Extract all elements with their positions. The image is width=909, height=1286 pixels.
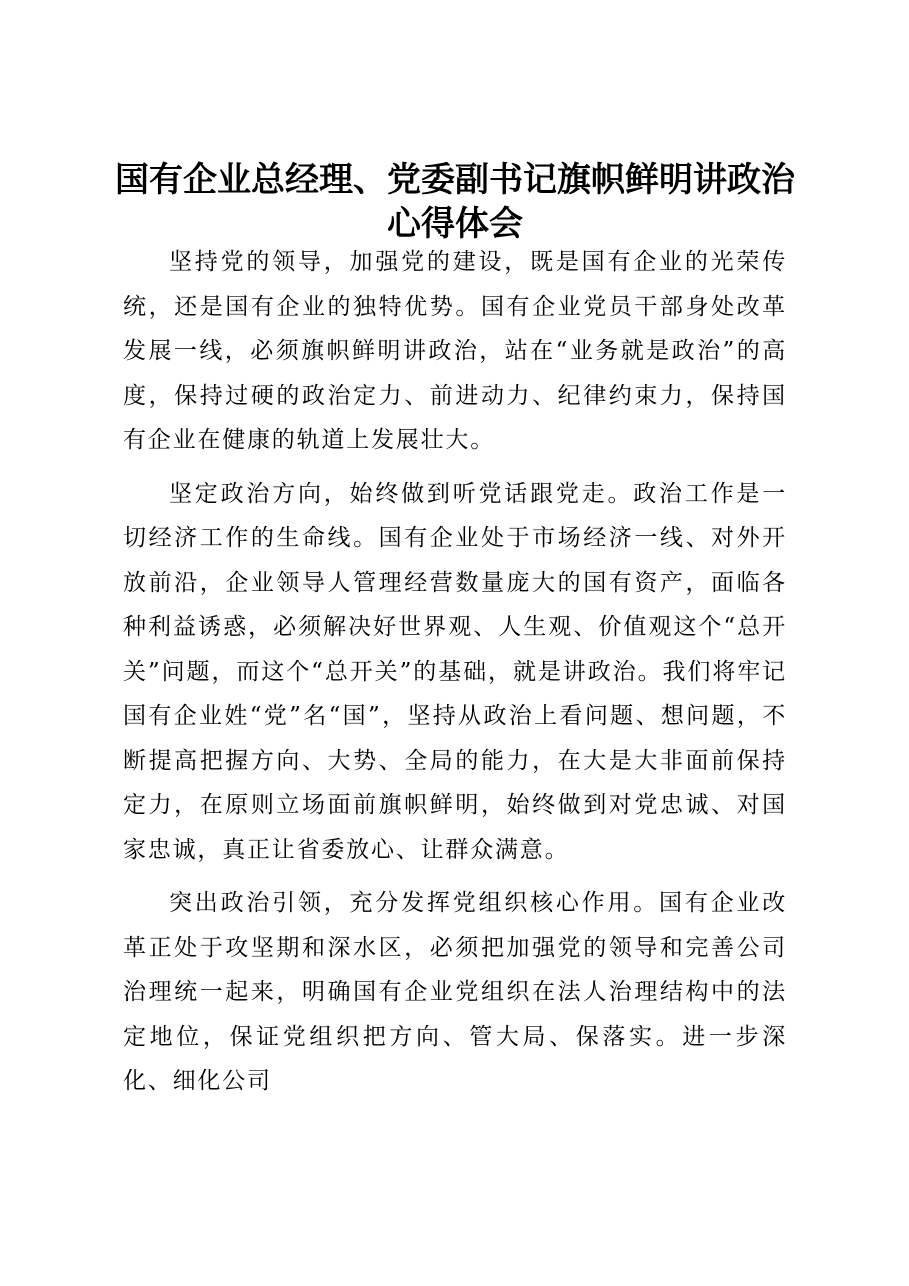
paragraph: 突出政治引领，充分发挥党组织核心作用。国有企业改革正处于攻坚期和深水区，必须把加强党的领导和完善公司治理统一起来，明确国有企业党组织在法人治理结构中的法定地位，保证党组织把方向、管大局、保落实。进一步深化、细化公司: [123, 890, 787, 1094]
paragraph: 坚持党的领导，加强党的建设，既是国有企业的光荣传统，还是国有企业的独特优势。国有企业党员干部身处改革发展一线，必须旗帜鲜明讲政治，站在“业务就是政治”的高度，保持过硬的政治定力、前进动力、纪律约束力，保持国有企业在健康的轨道上发展壮大。: [123, 249, 787, 453]
paragraph: 坚定政治方向，始终做到听党话跟党走。政治工作是一切经济工作的生命线。国有企业处于市场经济一线、对外开放前沿，企业领导人管理经营数量庞大的国有资产，面临各种利益诱惑，必须解决好世界观、人生观、价值观这个“总开关”问题，而这个“总开关”的基础，就是讲政治。我们将牢记国有企业姓“党”名“国”，坚持从政治上看问题、想问题，不断提高把握方向、大势、全局的能力，在大是大非面前保持定力，在原则立场面前旗帜鲜明，始终做到对党忠诚、对国家忠诚，真正让省委放心、让群众满意。: [123, 480, 787, 863]
document-body: [123, 240, 787, 1113]
document-title: 国有企业总经理、党委副书记旗帜鲜明讲政治心得体会: [115, 160, 795, 244]
